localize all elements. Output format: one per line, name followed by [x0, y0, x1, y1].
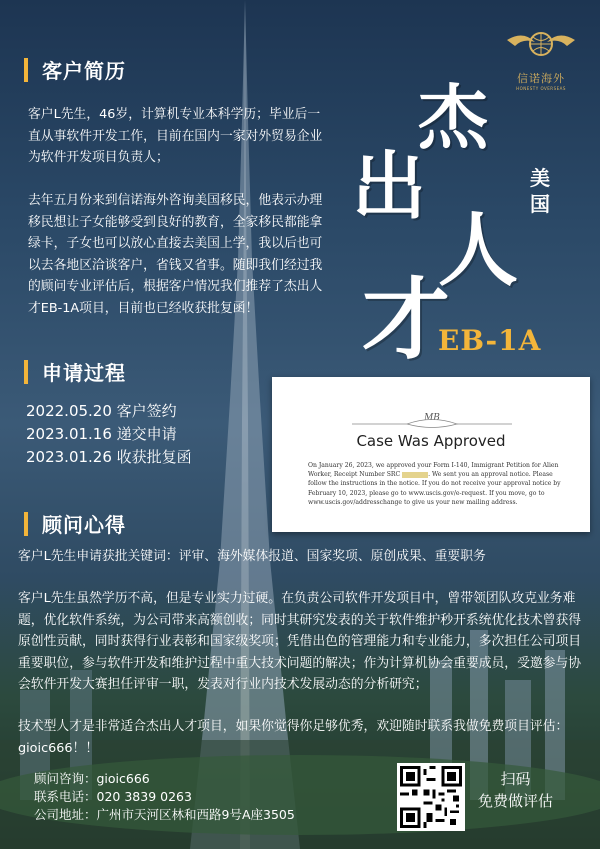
approval-notice-card — [272, 377, 590, 532]
advisor-keywords: 客户L先生申请获批关键词：评审、海外媒体报道、国家奖项、原创成果、重要职务 — [18, 549, 486, 564]
section-accent-bar — [24, 360, 28, 384]
process-title: 申请过程 — [42, 361, 126, 385]
hero-char-1: 杰 — [418, 76, 488, 159]
profile-paragraph-2: 去年五月份来到信诺海外咨询美国移民，他表示办理移民想让子女能够受到良好的教育，全家移民都能拿绿卡，子女也可以放心直接去美国上学，我以后也可以去各地区洽谈客户，省钱又省事。随即我们经过我的顾问专业评估后，根据客户情况我们推荐了杰出人才EB-1A项目，目前也已经收获批复函！ — [28, 193, 323, 316]
redacted-receipt-mark — [402, 472, 428, 478]
approval-line: follow the instructions in the notice. If you do not receive your approval notice by — [308, 480, 561, 488]
approval-line: February 10, 2023, please go to www.uscis.gov/e-request. If you move, go to — [308, 489, 545, 497]
hero-char-4: 才 — [362, 267, 451, 371]
profile-paragraph-1: 客户L先生，46岁，计算机专业本科学历；毕业后一直从事软件开发工作，目前在国内一家对外贸易企业为软件开发项目负责人； — [28, 107, 323, 165]
hero-visa-code: EB-1A — [438, 324, 542, 357]
contact-phone: 联系电话：020 3839 0263 — [34, 789, 192, 804]
advisor-paragraph-2: 技术型人才是非常适合杰出人才项目，如果你觉得你足够优秀，欢迎随时联系我做免费项目评估：gioic666！！ — [18, 719, 569, 756]
approval-body — [308, 461, 570, 507]
approval-title: Case Was Approved — [356, 432, 506, 450]
approval-line: www.uscis.gov/addresschange to give us your new mailing address. — [308, 498, 518, 506]
qr-code-icon — [400, 766, 462, 828]
profile-section-header — [24, 55, 126, 84]
hero-country-text: 美国 — [530, 166, 550, 216]
approval-line-2 — [308, 470, 570, 479]
approval-line: On January 26, 2023, we approved your Form I-140, Immigrant Petition for Alien — [308, 462, 559, 469]
process-step: 2023.01.16 递交申请 — [26, 425, 177, 443]
advisor-section-header — [24, 509, 126, 538]
qr-caption-line-1: 扫码 — [500, 770, 531, 788]
qr-code[interactable] — [397, 763, 465, 831]
logo-brand-text: 信诺海外 — [517, 72, 565, 85]
advisor-paragraph-1: 客户L先生虽然学历不高，但是专业实力过硬。在负责公司软件开发项目中，曾带领团队攻克业务难题，优化软件系统，为公司带来高额创收；同时其研究发表的关于软件维护秒开系统优化技术曾获得原创性贡献，同时获得行业表彰和国家级奖项；凭借出色的管理能力和专业能力，多次担任公司项目重要职位，参与软件开发和维护过程中重大技术问题的解决；作为计算机协会重要成员，受邀参与协会软件开发大赛担任评审一职，发表对行业内技术发展动态的分析研究； — [18, 591, 582, 692]
hero-char-2: 出 — [352, 144, 426, 230]
qr-caption — [478, 768, 553, 812]
qr-caption-line-2: 免费做评估 — [478, 792, 554, 810]
section-accent-bar — [24, 58, 28, 82]
profile-title: 客户简历 — [42, 59, 126, 83]
logo-sub-text: HONESTY OVERSEAS — [516, 86, 566, 91]
approval-line: . We sent you an approval notice. Please — [428, 471, 553, 479]
process-step: 2023.01.26 收获批复函 — [26, 448, 192, 466]
hero-char-3: 人 — [438, 203, 518, 297]
process-timeline — [26, 400, 192, 469]
process-step: 2022.05.20 客户签约 — [26, 402, 177, 420]
signature-flourish-icon — [352, 417, 512, 431]
contact-wechat: 顾问咨询：gioic666 — [34, 771, 150, 786]
advisor-title: 顾问心得 — [42, 513, 126, 537]
contact-info — [34, 770, 295, 824]
approval-signature-text: MB — [424, 413, 440, 423]
process-section-header — [24, 357, 126, 386]
approval-line: Worker, Receipt Number SRC — [308, 471, 401, 479]
section-accent-bar — [24, 512, 28, 536]
contact-address: 公司地址：广州市天河区林和西路9号A座3505 — [34, 807, 295, 822]
company-logo — [505, 26, 577, 96]
hero-country — [530, 165, 552, 217]
globe-wings-logo-icon — [505, 26, 577, 66]
